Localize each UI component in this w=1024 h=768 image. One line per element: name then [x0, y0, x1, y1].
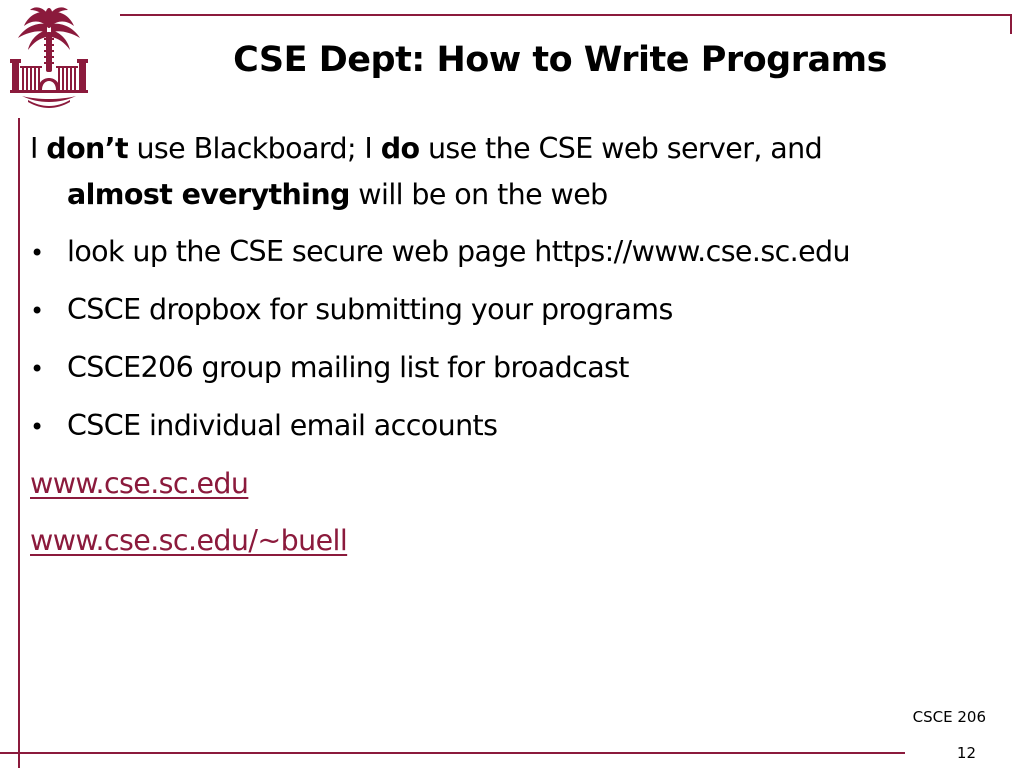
intro-bold-do: do	[380, 132, 420, 165]
intro-bold-almost-everything: almost everything	[67, 178, 350, 211]
bullet-marker: •	[30, 297, 44, 325]
bullet-marker: •	[30, 239, 44, 267]
bullet-item	[30, 229, 1005, 276]
bottom-rule	[0, 752, 905, 754]
footer-course-label: CSCE 206	[912, 708, 986, 726]
bullet-item	[30, 345, 1005, 392]
left-rule	[18, 118, 20, 768]
bullet-item	[30, 403, 1005, 450]
slide-body	[30, 126, 1005, 575]
top-rule	[120, 14, 1012, 16]
footer-page-number: 12	[956, 744, 976, 762]
intro-text-4: will be on the web	[349, 178, 608, 211]
bullet-text: CSCE206 group mailing list for broadcast	[67, 351, 629, 384]
right-rule	[1010, 14, 1012, 34]
bullet-text: CSCE dropbox for submitting your programs	[67, 293, 673, 326]
intro-paragraph	[30, 126, 1005, 218]
bullet-marker: •	[30, 355, 44, 383]
intro-text-2: use Blackboard; I	[128, 132, 381, 165]
intro-bold-dont: don’t	[46, 132, 128, 165]
university-logo-icon	[8, 4, 90, 108]
bullet-text: look up the CSE secure web page https://www.cse.sc.edu	[67, 235, 850, 268]
bullet-item	[30, 287, 1005, 334]
bullet-marker: •	[30, 413, 44, 441]
bullet-text: CSCE individual email accounts	[67, 409, 498, 442]
intro-text-1: I	[30, 132, 47, 165]
buell-website-link[interactable]: www.cse.sc.edu/~buell	[30, 524, 348, 557]
slide-title: CSE Dept: How to Write Programs	[233, 40, 887, 80]
intro-text-3: use the CSE web server, and	[419, 132, 823, 165]
cse-website-link[interactable]: www.cse.sc.edu	[30, 467, 249, 500]
